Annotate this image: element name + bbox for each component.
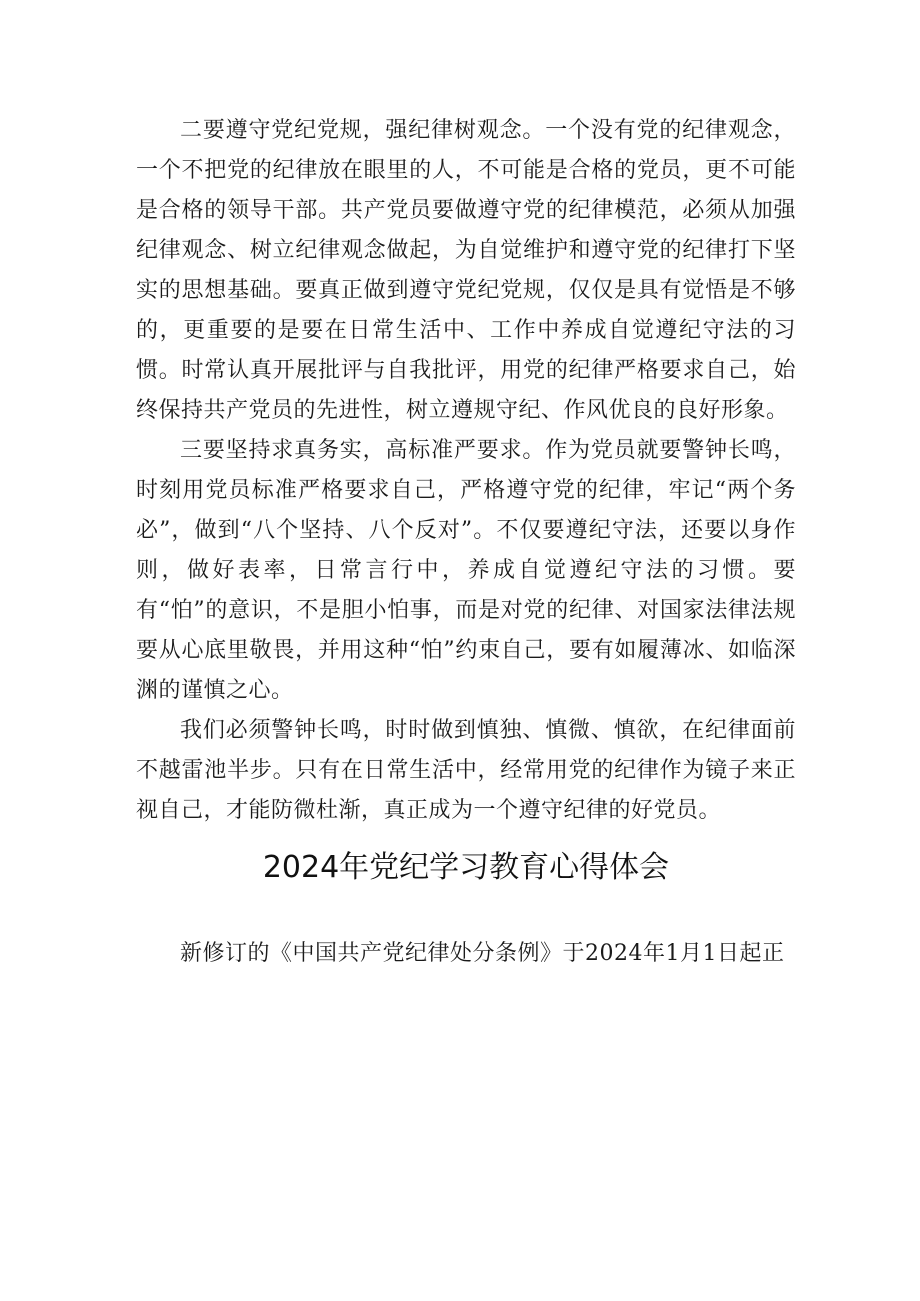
paragraph-discipline-rules: 二要遵守党纪党规，强纪律树观念。一个没有党的纪律观念，一个不把党的纪律放在眼里的人，不可能是合格的党员，更不可能是合格的领导干部。共产党员要做遵守党的纪律模范，必须从加强纪律观念、树立纪律观念做起，为自觉维护和遵守党的纪律打下坚实的思想基础。要真正做到遵守党纪党规，仅仅是具有觉悟是不够的，更重要的是要在日常生活中、工作中养成自觉遵纪守法的习惯。时常认真开展批评与自我批评，用党的纪律严格要求自己，始终保持共产党员的先进性，树立遵规守纪、作风优良的良好形象。	[136, 118, 796, 423]
paragraph-alarm-bell: 我们必须警钟长鸣，时时做到慎独、慎微、慎欲，在纪律面前不越雷池半步。只有在日常生活中，经常用党的纪律作为镜子来正视自己，才能防微杜渐，真正成为一个遵守纪律的好党员。	[136, 718, 796, 823]
document-body	[136, 111, 796, 974]
paragraph-truth-seeking: 三要坚持求真务实，高标准严要求。作为党员就要警钟长鸣，时刻用党员标准严格要求自己，严格遵守党的纪律，牢记“两个务必”，做到“八个坚持、八个反对”。不仅要遵纪守法，还要以身作则，做好表率，日常言行中，养成自觉遵纪守法的习惯。要有“怕”的意识，不是胆小怕事，而是对党的纪律、对国家法律法规要从心底里敬畏，并用这种“怕”约束自己，要有如履薄冰、如临深渊的谨慎之心。	[136, 438, 796, 703]
document-title: 2024年党纪学习教育心得体会	[262, 850, 670, 885]
paragraph-regulation-intro: 新修订的《中国共产党纪律处分条例》于2024年1月1日起正	[180, 941, 785, 966]
